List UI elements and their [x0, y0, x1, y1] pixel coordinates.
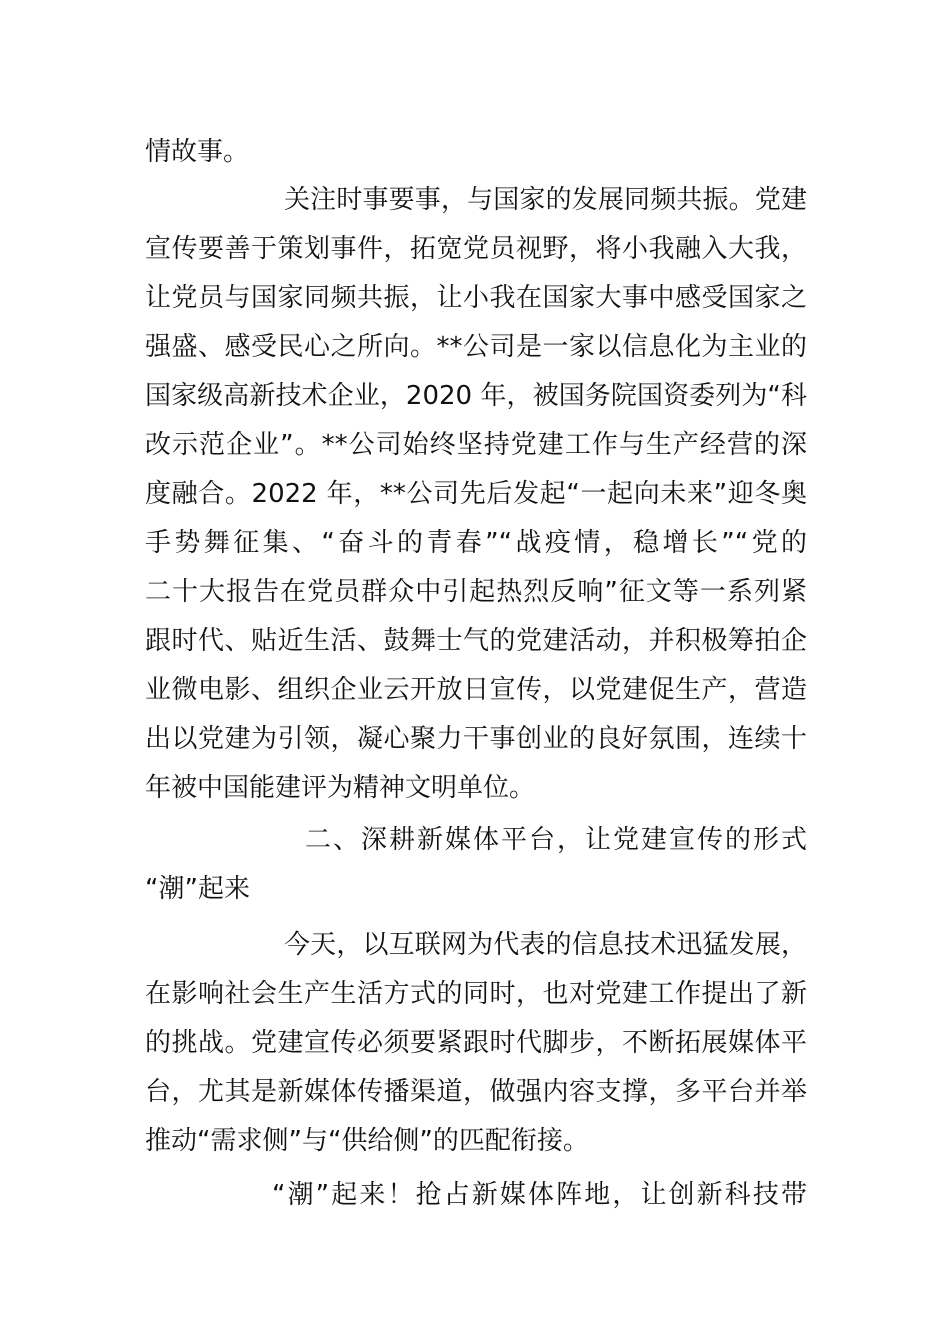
- text-line: 改示范企业”。**公司始终坚持党建工作与生产经营的深: [145, 430, 807, 460]
- paragraph-first-line: “潮”起来！抢占新媒体阵地，让创新科技带: [272, 1180, 807, 1210]
- text-line: 跟时代、贴近生活、鼓舞士气的党建活动，并积极筹拍企: [145, 626, 807, 656]
- paragraph-first-line: 关注时事要事，与国家的发展同频共振。党建: [284, 185, 807, 215]
- section-heading-line-1: 二、深耕新媒体平台，让党建宣传的形式: [305, 825, 807, 855]
- text-line: 在影响社会生产生活方式的同时，也对党建工作提出了新: [145, 979, 807, 1009]
- text-line: 二十大报告在党员群众中引起热烈反响”征文等一系列紧: [145, 577, 807, 607]
- text-line: 度融合。2022 年，**公司先后发起“一起向未来”迎冬奥: [145, 479, 807, 509]
- text-line: 出以党建为引领，凝心聚力干事创业的良好氛围，连续十: [145, 724, 807, 754]
- text-line: 手势舞征集、“奋斗的青春”“战疫情，稳增长”“党的: [145, 528, 807, 558]
- text-line: 强盛、感受民心之所向。**公司是一家以信息化为主业的: [145, 332, 807, 362]
- section-heading-line-2: “潮”起来: [145, 874, 250, 904]
- text-line: 台，尤其是新媒体传播渠道，做强内容支撑，多平台并举: [145, 1077, 807, 1107]
- text-line: 宣传要善于策划事件，拓宽党员视野，将小我融入大我，: [145, 234, 807, 264]
- text-line: 让党员与国家同频共振，让小我在国家大事中感受国家之: [145, 283, 807, 313]
- text-line: 的挑战。党建宣传必须要紧跟时代脚步，不断拓展媒体平: [145, 1028, 807, 1058]
- text-line: 情故事。: [145, 137, 250, 167]
- text-line: 推动“需求侧”与“供给侧”的匹配衔接。: [145, 1126, 589, 1156]
- text-line: 国家级高新技术企业，2020 年，被国务院国资委列为“科: [145, 381, 807, 411]
- text-line: 业微电影、组织企业云开放日宣传，以党建促生产，营造: [145, 675, 807, 705]
- text-line: 年被中国能建评为精神文明单位。: [145, 773, 536, 803]
- paragraph-first-line: 今天，以互联网为代表的信息技术迅猛发展，: [284, 930, 807, 960]
